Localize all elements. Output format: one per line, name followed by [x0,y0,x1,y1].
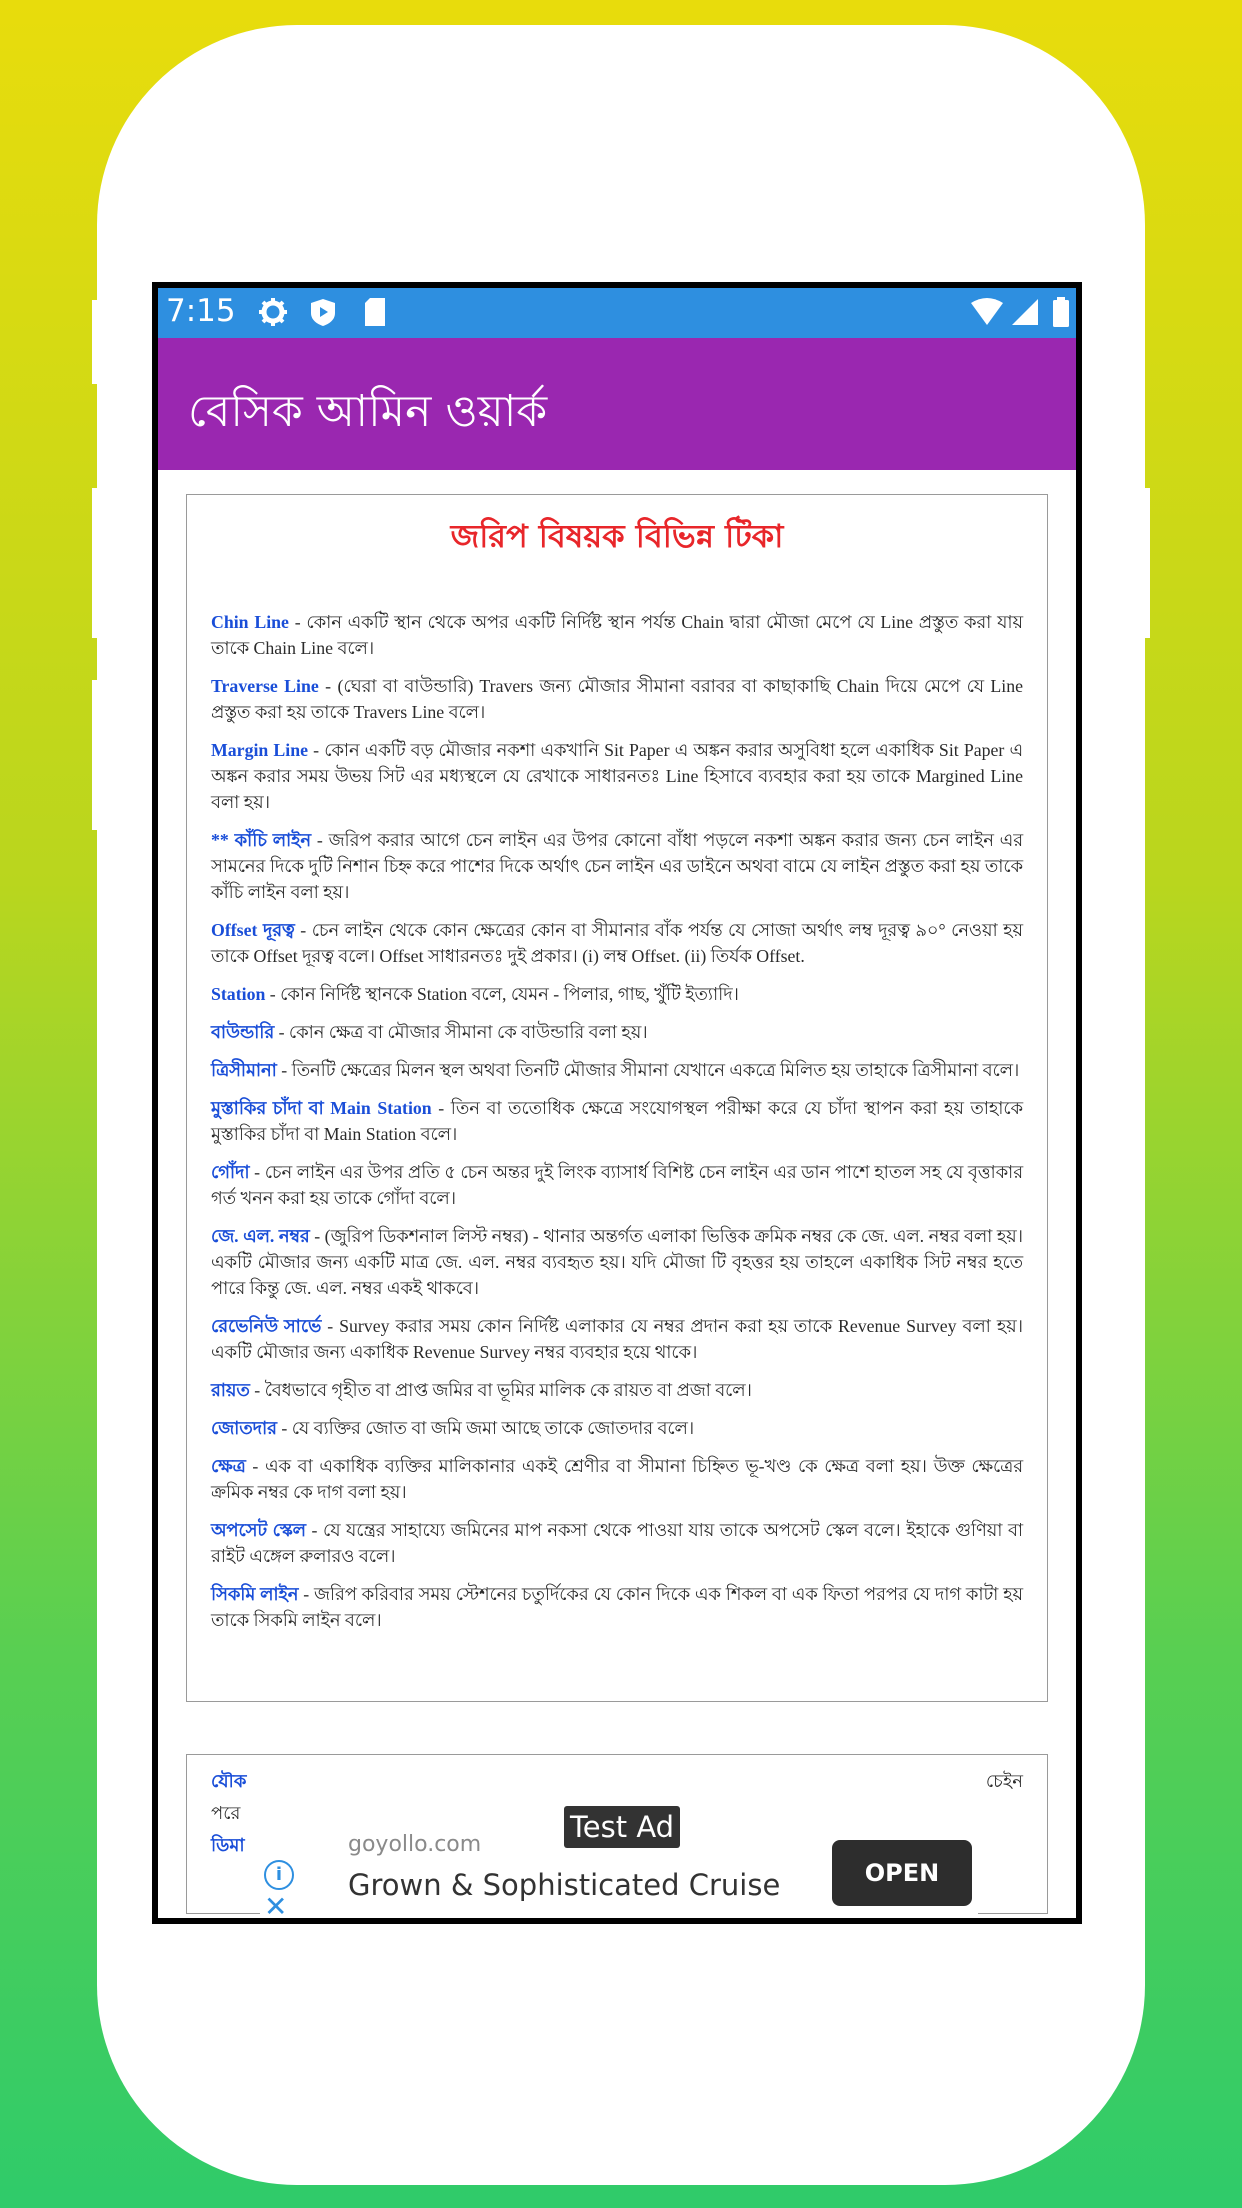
entry-revenue-survey [211,1313,1023,1365]
entry-term: বাউন্ডারি [211,1022,275,1042]
entry-boundary [211,1019,1023,1045]
entry-text: - যে যন্ত্রের সাহায্যে জমিনের মাপ নকসা থেকে পাওয়া যায় তাকে অপসেট স্কেল বলে। ইহাকে গুণিয়া বা রাইট এঙ্গেল রুলারও বলে। [211,1520,1023,1566]
notes-card [186,494,1048,1702]
entry-offset-scale [211,1517,1023,1569]
entry-text: - এক বা একাধিক ব্যক্তির মালিকানার একই শ্রেণীর বা সীমানা চিহ্নিত ভূ-খণ্ড কে ক্ষেত্র বলা হয়। উক্ত ক্ষেত্রের ক্রমিক নম্বর কে দাগ বলা হয়। [211,1456,1023,1502]
content-area[interactable] [158,470,1076,1918]
entry-term: রায়ত [211,1380,250,1400]
entry-main-station [211,1095,1023,1147]
entry-term: সিকমি লাইন [211,1584,299,1604]
entry-station [211,981,1023,1007]
entry-kachi-line [211,827,1023,905]
entry-term: রেভেনিউ সার্ভে [211,1316,322,1336]
app-title: বেসিক আমিন ওয়ার্ক [188,386,548,437]
card2-line-1: যৌক [211,1771,247,1791]
ad-close-icon[interactable]: ✕ [264,1890,288,1923]
entry-term: Traverse Line [211,676,319,696]
entry-text: - (জুরিপ ডিকশনাল লিস্ট নম্বর) - থানার অন্তর্গত এলাকা ভিত্তিক ক্রমিক নম্বর কে জে. এল. নম্বর বলা হয়। একটি মৌজার জন্য একটি মাত্র জে. এল. নম্বর ব্যবহৃত হয়। যদি মৌজা টি বৃহত্তর হয় তাহলে একাধিক সিট নম্বর হতে পারে কিন্তু জে. এল. নম্বর একই থাকবে। [211,1226,1023,1298]
entry-text: - (ঘেরা বা বাউন্ডারি) Travers জন্য মৌজার সীমানা বরাবর বা কাছাকাছি Chain দিয়ে মেপে যে Line প্রস্তুত করা হয় তাকে Travers Line বলে। [211,676,1023,722]
ad-domain: goyollo.com [348,1832,482,1857]
phone-screen [152,282,1082,1924]
wifi-icon [970,297,1004,327]
entry-term: ** কাঁচি লাইন [211,830,312,850]
entry-text: - কোন ক্ষেত্র বা মৌজার সীমানা কে বাউন্ডারি বলা হয়। [274,1022,648,1042]
entry-text: - কোন নির্দিষ্ট স্থানকে Station বলে, যেমন - পিলার, গাছ, খুঁটি ইত্যাদি। [265,984,739,1004]
card2-line-2: পরে [211,1803,241,1823]
entry-text: - যে ব্যক্তির জোত বা জমি জমা আছে তাকে জোতদার বলে। [276,1418,695,1438]
entry-text: - জরিপ করার আগে চেন লাইন এর উপর কোনো বাঁধা পড়লে নকশা অঙ্কন করার জন্য চেন লাইন এর সামনের দিকে দুটি নিশান চিহ্ন করে পাশের দিকে অর্থাৎ চেন লাইন এর ডাইনে অথবা বামে যে লাইন প্রস্তুত করা হয় তাকে কাঁচি লাইন বলা হয়। [211,830,1023,902]
entry-term: Offset দূরত্ব [211,920,295,940]
phone-side-button-left-1 [92,300,106,384]
card2-line-3: ডিমা [211,1835,245,1855]
entry-jotdar [211,1415,1023,1441]
entry-term: ক্ষেত্র [211,1456,246,1476]
ad-headline[interactable]: Grown & Sophisticated Cruise [348,1868,781,1902]
entry-term: মুস্তাকির চাঁদা বা Main Station [211,1098,432,1118]
entry-jl-number [211,1223,1023,1301]
test-ad-label: Test Ad [564,1806,680,1848]
entry-term: ত্রিসীমানা [211,1060,277,1080]
shield-play-icon [308,297,338,327]
entry-text: - চেন লাইন এর উপর প্রতি ৫ চেন অন্তর দুই লিংক ব্যাসার্ধ বিশিষ্ট চেন লাইন এর ডান পাশে হাতল সহ যে বৃত্তাকার গর্ত খনন করা হয় তাকে গোঁদা বলে। [211,1162,1023,1208]
ad-info-icon[interactable]: i [264,1860,294,1890]
entry-term: Margin Line [211,740,309,760]
entry-rayat [211,1377,1023,1403]
entry-text: - চেন লাইন থেকে কোন ক্ষেত্রের কোন বা সীমানার বাঁক পর্যন্ত যে সোজা অর্থাৎ লম্ব দূরত্ব ৯০° নেওয়া হয় তাকে Offset দূরত্ব বলে। Offset সাধারনতঃ দুই প্রকার। (i) লম্ব Offset. (ii) তির্যক Offset. [211,920,1024,966]
entry-chain-line [211,609,1023,661]
phone-side-button-left-3 [92,680,106,830]
entry-sikmi-line [211,1581,1023,1633]
ad-banner[interactable] [260,1806,978,1924]
entry-term: Chin Line [211,612,289,632]
entry-term: গোঁদা [211,1162,250,1182]
entry-text: - Survey করার সময় কোন নির্দিষ্ট এলাকার যে নম্বর প্রদান করা হয় তাকে Revenue Survey বলা হয়। একটি মৌজার জন্য একাধিক Revenue Survey নম্বর ব্যবহার হয়ে থাকে। [211,1316,1023,1362]
entry-term: জে. এল. নম্বর [211,1226,310,1246]
phone-side-button-right [1136,488,1150,638]
battery-icon [1052,297,1070,327]
entry-kshetra [211,1453,1023,1505]
entry-trisimana [211,1057,1023,1083]
entry-text: - কোন একটি স্থান থেকে অপর একটি নির্দিষ্ট স্থান পর্যন্ত Chain দ্বারা মৌজা মেপে যে Line প্রস্তুত করা যায় তাকে Chain Line বলে। [211,612,1023,658]
entry-offset [211,917,1023,969]
entry-text: - কোন একটি বড় মৌজার নকশা একখানি Sit Paper এ অঙ্কন করার অসুবিধা হলে একাধিক Sit Paper এ অঙ্কন করার সময় উভয় সিট এর মধ্যস্থলে যে রেখাকে সাধারনতঃ Line হিসাবে ব্যবহার করা হয় তাকে Margined Line বলা হয়। [211,740,1023,812]
card2-line-1-right: চেইন [985,1771,1023,1791]
entry-term: অপসেট স্কেল [211,1520,306,1540]
settings-icon [258,297,288,327]
card-title: জরিপ বিষয়ক বিভিন্ন টিকা [450,517,784,555]
entry-term: জোতদার [211,1418,277,1438]
phone-side-button-left-2 [92,488,106,638]
entry-traverse-line [211,673,1023,725]
entry-text: - তিন বা ততোধিক ক্ষেত্রে সংযোগস্থল পরীক্ষা করে যে চাঁদা স্থাপন করা হয় তাহাকে মুস্তাকির চাঁদা বা Main Station বলে। [211,1098,1023,1144]
status-bar [158,288,1076,338]
status-time: 7:15 [166,293,236,329]
entry-text: - তিনটি ক্ষেত্রের মিলন স্থল অথবা তিনটি মৌজার সীমানা যেখানে একত্রে মিলিত হয় তাহাকে ত্রিসীমানা বলে। [276,1060,1020,1080]
entry-text: - বৈধভাবে গৃহীত বা প্রাপ্ত জমির বা ভূমির মালিক কে রায়ত বা প্রজা বলে। [249,1380,752,1400]
cell-signal-icon [1010,297,1040,327]
entry-text: - জরিপ করিবার সময় স্টেশনের চতুর্দিকের যে কোন দিকে এক শিকল বা এক ফিতা পরপর যে দাগ কাটা হয় তাকে সিকমি লাইন বলে। [211,1584,1023,1630]
ad-open-button[interactable]: OPEN [832,1840,972,1906]
app-bar [158,338,1076,470]
sd-card-icon [363,297,387,327]
entry-term: Station [211,984,266,1004]
entry-margin-line [211,737,1023,815]
entry-gonda [211,1159,1023,1211]
